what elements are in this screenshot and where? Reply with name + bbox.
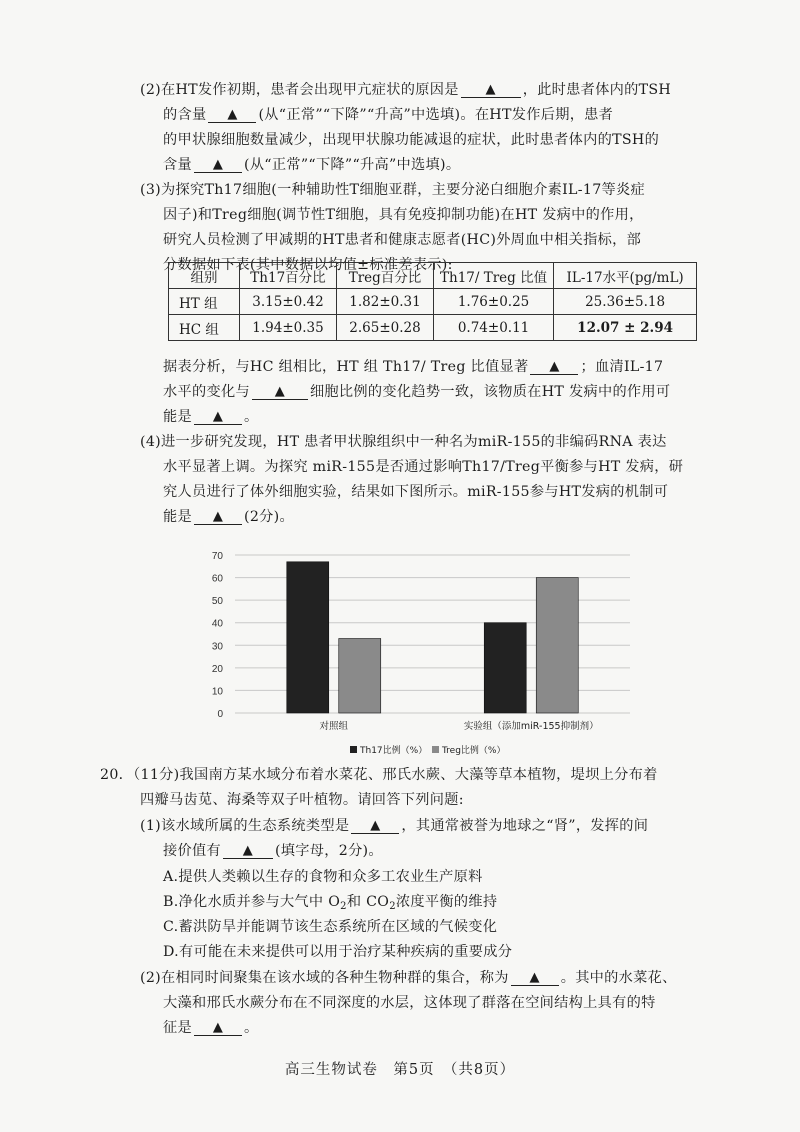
- table-header: IL-17水平(pg/mL): [554, 263, 697, 289]
- text: 的甲状腺细胞数量减少，出现甲状腺功能减退的症状，此时患者体内的TSH的: [163, 132, 660, 148]
- text: 水平显著上调。为探究 miR-155是否通过影响Th17/Treg平衡参与HT 发病，研: [163, 459, 684, 475]
- text: C.蓄洪防旱并能调节该生态系统所在区域的气候变化: [163, 919, 498, 935]
- q20-2-line-1: [140, 968, 677, 988]
- option-d[interactable]: [163, 942, 512, 962]
- q20-2-line-3: [163, 1018, 258, 1038]
- text: B.净化水质并参与大气中 O: [163, 894, 341, 910]
- triangle-icon: ▲: [212, 157, 224, 172]
- text: 和 CO: [346, 894, 390, 910]
- text: 因子)和Treg细胞(调节性T细胞，具有免疫抑制功能)在HT 发病中的作用，: [163, 207, 644, 223]
- table-cell: 1.82±0.31: [337, 289, 434, 315]
- text: 大藻和邢氏水蕨分布在不同深度的水层，这体现了群落在空间结构上具有的特: [163, 995, 656, 1011]
- table-row: [169, 315, 697, 341]
- y-tick-label: 30: [211, 641, 223, 653]
- text: (4)进一步研究发现，HT 患者甲状腺组织中一种名为miR-155的非编码RNA 表达: [140, 434, 667, 450]
- bar: [287, 562, 329, 713]
- text: 四瓣马齿苋、海桑等双子叶植物。请回答下列问题:: [140, 792, 464, 808]
- table-cell: 25.36±5.18: [554, 289, 697, 315]
- table-cell: 12.07 ± 2.94: [554, 315, 697, 341]
- bar: [484, 623, 526, 713]
- q19-4-line-3: [163, 482, 668, 502]
- text: 分数据如下表(其中数据以均值±标准差表示):: [163, 257, 453, 273]
- text: (填字母，2分)。: [274, 843, 383, 859]
- text: 研究人员检测了甲减期的HT患者和健康志愿者(HC)外周血中相关指标，部: [163, 232, 642, 248]
- legend-label: Th17比例（%）: [360, 746, 428, 756]
- answer-blank[interactable]: [194, 507, 242, 525]
- triangle-icon: ▲: [529, 970, 540, 985]
- answer-blank[interactable]: [530, 357, 578, 375]
- text: 细胞比例的变化趋势一致，该物质在HT 发病中的作用可: [309, 384, 671, 400]
- text: 。: [243, 409, 259, 425]
- bar: [536, 578, 578, 713]
- text: (3)为探究Th17细胞(一种辅助性T细胞亚群，主要分泌白细胞介素IL-17等炎症: [140, 182, 645, 198]
- text: 能是: [163, 409, 192, 425]
- text: 能是: [163, 509, 192, 525]
- table-header-row: [169, 263, 697, 289]
- q19-2-line-1: [140, 80, 671, 100]
- text: ；血清IL-17: [580, 359, 664, 375]
- text: (2)在相同时间聚集在该水域的各种生物种群的集合，称为: [140, 970, 509, 986]
- answer-blank[interactable]: [511, 968, 559, 986]
- text: 。其中的水菜花、: [560, 970, 677, 986]
- table-cell: 1.76±0.25: [434, 289, 554, 315]
- text: 接价值有: [163, 843, 221, 859]
- answer-blank[interactable]: [223, 841, 273, 859]
- triangle-icon: ▲: [212, 509, 224, 524]
- table-header: Th17百分比: [240, 263, 337, 289]
- page-footer: 高三生物试卷 第5页 （共8页）: [284, 1062, 516, 1078]
- q19-3-analysis-2: [163, 382, 670, 402]
- text: 据表分析，与HC 组相比，HT 组 Th17/ Treg 比值显著: [163, 359, 529, 375]
- q19-2-line-4: [163, 155, 460, 175]
- table-header: Treg百分比: [337, 263, 434, 289]
- table-cell: 2.65±0.28: [337, 315, 434, 341]
- q20-1-line-1: [140, 816, 648, 836]
- text: ，其通常被誉为地球之“肾”，发挥的间: [401, 818, 649, 834]
- bar-chart: [175, 545, 645, 760]
- legend-swatch: [350, 746, 357, 753]
- answer-blank[interactable]: [351, 816, 399, 834]
- table-cell: 1.94±0.35: [240, 315, 337, 341]
- triangle-icon: ▲: [227, 107, 238, 122]
- table-cell: HC 组: [169, 315, 240, 341]
- q19-3-line-4: [163, 240, 453, 273]
- answer-blank[interactable]: [208, 105, 256, 123]
- q19-4-line-4: [163, 507, 294, 527]
- answer-blank[interactable]: [194, 155, 242, 173]
- option-b[interactable]: [163, 892, 497, 917]
- x-tick-label: 实验组（添加miR-155抑制剂）: [463, 721, 599, 732]
- table-header: 组别: [169, 263, 240, 289]
- q19-3-line-2: [163, 205, 644, 225]
- table-header: Th17/ Treg 比值: [434, 263, 554, 289]
- y-tick-label: 40: [211, 618, 223, 630]
- triangle-icon: ▲: [274, 384, 286, 399]
- text: (从“正常”“下降”“升高”中选填)。在HT发作后期，患者: [258, 107, 614, 123]
- q19-3-analysis-3: [163, 407, 258, 427]
- q20-2-line-2: [163, 993, 656, 1013]
- bar: [339, 639, 381, 713]
- y-tick-label: 20: [211, 663, 223, 675]
- q20-line-1: [100, 765, 658, 785]
- table-cell: 3.15±0.42: [240, 289, 337, 315]
- option-a[interactable]: [163, 867, 483, 887]
- triangle-icon: ▲: [370, 818, 381, 833]
- y-tick-label: 60: [211, 573, 223, 585]
- q20-line-2: [140, 790, 464, 810]
- table-cell: 0.74±0.11: [434, 315, 554, 341]
- triangle-icon: ▲: [242, 843, 254, 858]
- text: (2分)。: [243, 509, 294, 525]
- q19-3-line-1: [140, 180, 645, 200]
- y-tick-label: 70: [211, 551, 223, 562]
- q19-4-line-1: [140, 432, 667, 452]
- y-tick-label: 0: [217, 709, 223, 720]
- subscript: 2: [340, 901, 347, 912]
- text: 浓度平衡的维持: [395, 894, 498, 910]
- text: 含量: [163, 157, 192, 173]
- text: (从“正常”“下降”“升高”中选填)。: [243, 157, 461, 173]
- answer-blank[interactable]: [252, 382, 308, 400]
- text: A.提供人类赖以生存的食物和众多工农业生产原料: [163, 869, 483, 885]
- text: D.有可能在未来提供可以用于治疗某种疾病的重要成分: [163, 944, 513, 960]
- text: 水平的变化与: [163, 384, 250, 400]
- text: 征是: [163, 1020, 192, 1036]
- q19-3-analysis-1: [163, 357, 663, 377]
- triangle-icon: ▲: [549, 359, 560, 374]
- text: (2)在HT发作初期，患者会出现甲亢症状的原因是: [140, 82, 459, 98]
- subscript: 2: [389, 901, 396, 912]
- q19-4-line-2: [163, 457, 683, 477]
- text: (1)该水域所属的生态系统类型是: [140, 818, 350, 834]
- answer-blank[interactable]: [194, 407, 242, 425]
- triangle-icon: ▲: [212, 1020, 224, 1035]
- option-c[interactable]: [163, 917, 497, 937]
- text: 的含量: [163, 107, 207, 123]
- y-tick-label: 50: [211, 596, 223, 608]
- x-tick-label: 对照组: [319, 721, 349, 732]
- text: ，此时患者体内的TSH: [522, 82, 672, 98]
- text: 20．（11分)我国南方某水域分布着水菜花、邢氏水蕨、大藻等草本植物，堤坝上分布着: [100, 767, 658, 783]
- text: 究人员进行了体外细胞实验，结果如下图所示。miR-155参与HT发病的机制可: [163, 484, 669, 500]
- table-row: [169, 289, 697, 315]
- answer-blank[interactable]: [194, 1018, 242, 1036]
- y-tick-label: 10: [211, 686, 223, 698]
- legend-label: Treg比例（%）: [442, 746, 506, 756]
- data-table: [168, 262, 697, 341]
- triangle-icon: ▲: [485, 82, 496, 97]
- q19-2-line-3: [163, 130, 659, 150]
- q19-2-line-2: [163, 105, 613, 125]
- table-cell: HT 组: [169, 289, 240, 315]
- legend-swatch: [432, 746, 439, 753]
- triangle-icon: ▲: [212, 409, 224, 424]
- text: 。: [243, 1020, 259, 1036]
- answer-blank[interactable]: [461, 80, 521, 98]
- q20-1-line-2: [163, 841, 383, 861]
